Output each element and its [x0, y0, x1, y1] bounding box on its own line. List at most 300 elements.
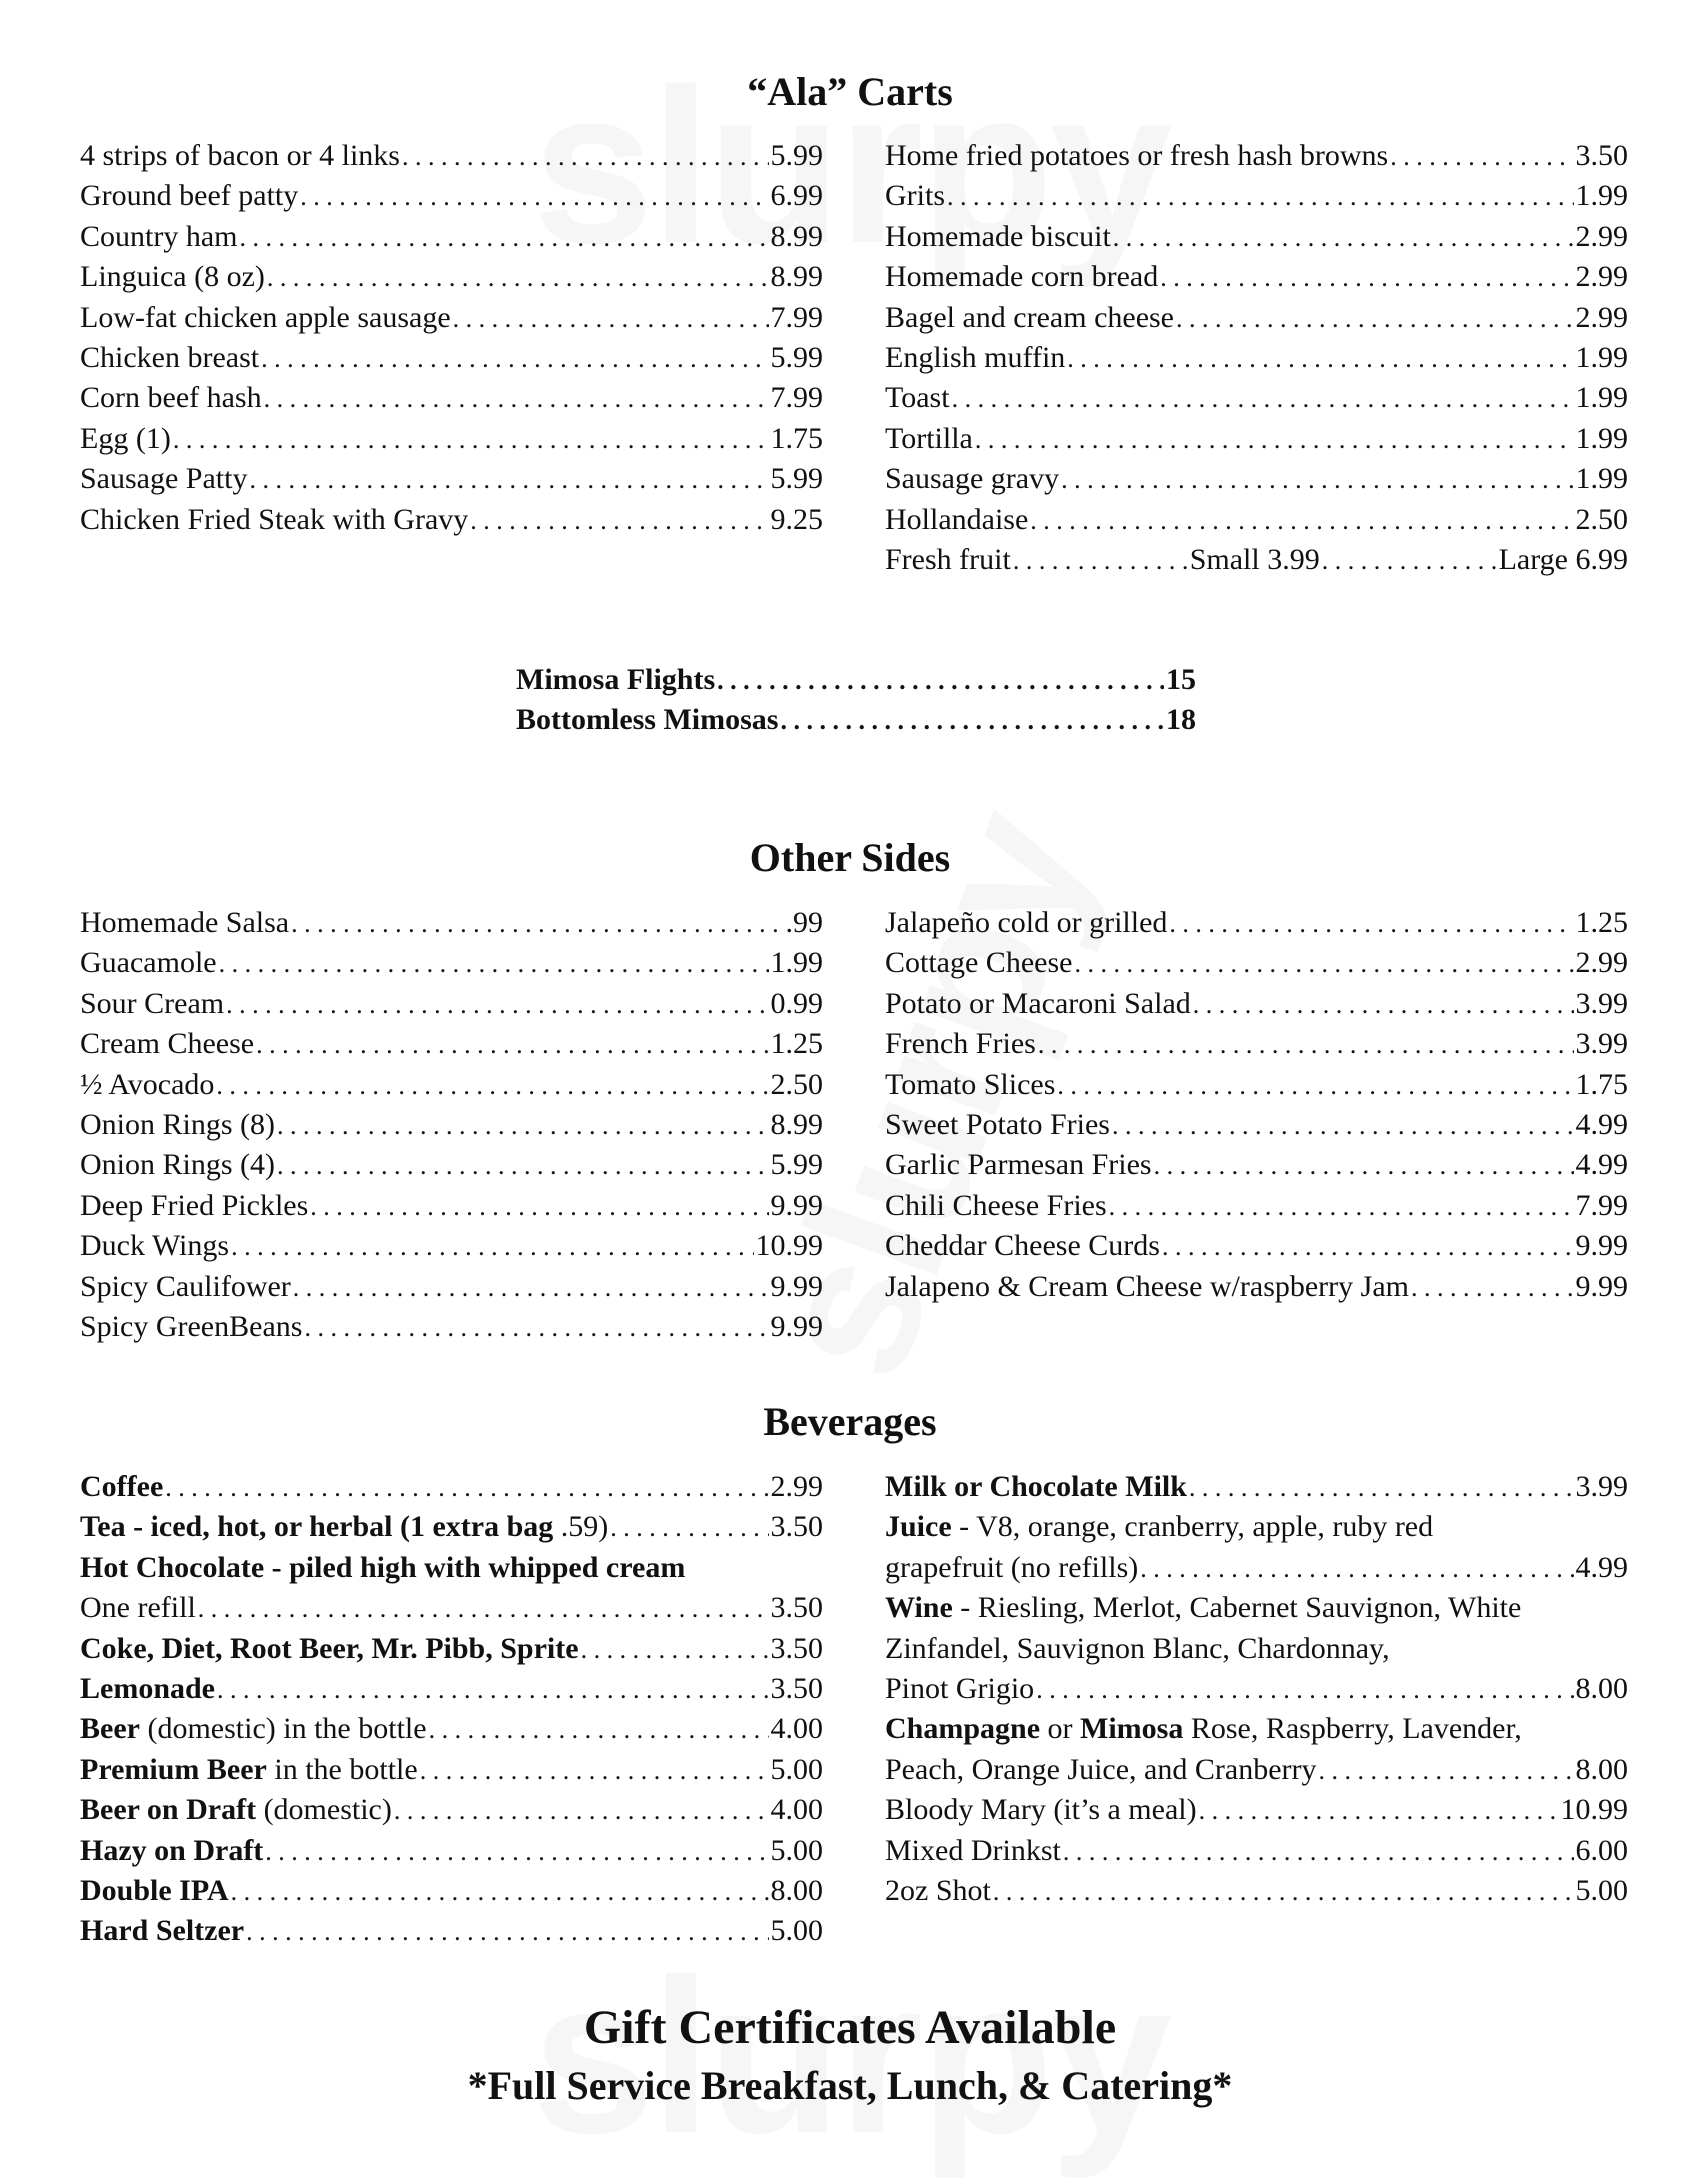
dot-leader: [226, 985, 768, 1025]
menu-item-price: 5.99: [770, 139, 823, 172]
dot-leader: [1162, 1227, 1574, 1267]
menu-item-price: 1.99: [770, 946, 823, 980]
beverage-row: [80, 1790, 823, 1830]
dot-leader: [256, 1025, 768, 1065]
dot-leader: [1109, 1187, 1574, 1227]
menu-item-price: 1.75: [770, 421, 823, 455]
beverage-row: [80, 1548, 823, 1588]
beverage-name-detail: grapefruit (no refills): [885, 1550, 1139, 1584]
beverage-row: [885, 1831, 1628, 1871]
menu-item-price: 3.99: [1575, 986, 1628, 1020]
catering-tagline: *Full Service Breakfast, Lunch, & Catering*: [467, 2063, 1233, 2108]
menu-item-price: 7.99: [1575, 1188, 1628, 1222]
beverage-name-detail: Pinot Grigio: [885, 1671, 1035, 1705]
beverage-name-detail: (domestic) in the bottle: [139, 1712, 427, 1746]
menu-item-row: [885, 1105, 1628, 1145]
menu-item-row: [885, 176, 1628, 216]
beverage-price: 5.00: [1575, 1873, 1628, 1907]
menu-item-row: [885, 500, 1628, 540]
beverage-row: [80, 1911, 823, 1951]
beverage-name: [80, 1467, 163, 1507]
dot-leader: [453, 299, 769, 339]
menu-item-price: 1.99: [1575, 179, 1628, 213]
beverage-price: 10.99: [1560, 1793, 1628, 1827]
beverage-name-bold: Juice: [885, 1510, 952, 1544]
dot-leader: [1390, 137, 1573, 177]
menu-item-name: Chicken breast: [80, 340, 260, 374]
menu-item-name: 4 strips of bacon or 4 links: [80, 139, 400, 172]
menu-item-price: 15: [1166, 663, 1196, 696]
beverage-price: 3.50: [770, 1671, 823, 1705]
menu-item-row: [80, 298, 823, 338]
menu-item-name: Onion Rings (8): [80, 1107, 275, 1141]
dot-leader: [1057, 1066, 1573, 1106]
dot-leader: [1322, 541, 1497, 581]
menu-item-name: Cottage Cheese: [885, 946, 1073, 980]
dot-leader: [1063, 1832, 1574, 1872]
menu-item-name: Egg (1): [80, 421, 171, 455]
beverage-name: [80, 1588, 196, 1628]
beverage-name-detail: .59): [553, 1510, 609, 1544]
menu-item-name: Deep Fried Pickles: [80, 1188, 309, 1222]
beverage-price: 2.99: [770, 1470, 823, 1503]
menu-item-price: 5.99: [770, 462, 823, 496]
ala-carts-right-column: [885, 136, 1628, 580]
menu-item-name: Spicy Caulifower: [80, 1269, 291, 1303]
beverage-price: 8.00: [1575, 1752, 1628, 1786]
menu-item-price: 9.99: [770, 1269, 823, 1303]
beverage-name: [80, 1507, 608, 1547]
beverage-name-detail: Peach, Orange Juice, and Cranberry: [885, 1752, 1317, 1786]
menu-item-row: [80, 1105, 823, 1145]
dot-leader: [216, 1066, 768, 1106]
menu-item-row: [80, 943, 823, 983]
beverage-row: [80, 1750, 823, 1790]
dot-leader: [277, 1106, 769, 1146]
beverage-row: [80, 1831, 823, 1871]
beverage-name-detail: Rose, Raspberry, Lavender,: [1183, 1712, 1522, 1746]
beverages-right-column: [885, 1467, 1628, 1952]
dot-leader: [291, 904, 783, 944]
menu-item-name: Country ham: [80, 219, 238, 253]
dot-leader: [1112, 1106, 1574, 1146]
dot-leader: [265, 1832, 768, 1872]
menu-item-row: [885, 943, 1628, 983]
dot-leader: [947, 177, 1574, 217]
menu-item-row: [885, 459, 1628, 499]
menu-item-name: Cheddar Cheese Curds: [885, 1229, 1160, 1263]
beverage-name: [80, 1831, 263, 1871]
dot-leader: [267, 258, 769, 298]
menu-item-price: 1.25: [770, 1027, 823, 1061]
dot-leader: [429, 1710, 769, 1750]
beverage-name-bold: Hazy on Draft: [80, 1833, 264, 1867]
dot-leader: [1169, 904, 1573, 944]
menu-item-price: 4.99: [1575, 1107, 1628, 1141]
beverage-row: [80, 1669, 823, 1709]
beverage-row: [885, 1750, 1628, 1790]
dot-leader: [1189, 1468, 1574, 1508]
dot-leader: [1113, 218, 1574, 258]
menu-item-name: Sour Cream: [80, 986, 225, 1020]
dot-leader: [1038, 1025, 1574, 1065]
menu-item-name: Home fried potatoes or fresh hash browns: [885, 139, 1389, 172]
menu-item-price: 9.99: [770, 1309, 823, 1343]
dot-leader: [1199, 1791, 1559, 1831]
ala-carts-left-column: [80, 136, 823, 580]
menu-item-name: Jalapeño cold or grilled: [885, 906, 1168, 939]
beverage-name-bold: Beer on Draft: [80, 1793, 257, 1827]
beverage-name-bold: Hard Seltzer: [80, 1914, 245, 1948]
menu-item-row: [80, 136, 823, 176]
menu-item-name: Bagel and cream cheese: [885, 300, 1174, 334]
beverages-title: Beverages: [763, 1399, 937, 1444]
menu-item-row: [80, 378, 823, 418]
beverage-name-bold: Milk or Chocolate Milk: [885, 1470, 1187, 1503]
menu-item-price: 2.99: [1575, 260, 1628, 294]
dot-leader: [610, 1508, 768, 1548]
menu-item-name: Sweet Potato Fries: [885, 1107, 1110, 1141]
beverage-price: 3.50: [770, 1631, 823, 1665]
dot-leader: [402, 137, 769, 177]
menu-item-row: [885, 298, 1628, 338]
dot-leader: [231, 1872, 769, 1912]
beverage-name: [885, 1629, 1390, 1669]
menu-item-price-small: Small 3.99: [1189, 542, 1320, 576]
beverage-row: [885, 1790, 1628, 1830]
menu-item-price: 7.99: [770, 300, 823, 334]
menu-item-name: Tomato Slices: [885, 1067, 1056, 1101]
menu-item-row: [885, 136, 1628, 176]
menu-item-name: Guacamole: [80, 946, 217, 980]
menu-item-row: [885, 1186, 1628, 1226]
beverage-row: [80, 1871, 823, 1911]
menu-item-price: 5.99: [770, 340, 823, 374]
beverage-name: [80, 1911, 244, 1951]
menu-item-row: [80, 338, 823, 378]
beverage-row: [885, 1871, 1628, 1911]
menu-item-row: [80, 903, 823, 943]
dot-leader: [1013, 541, 1188, 581]
menu-item-row: [80, 984, 823, 1024]
menu-item-row: [80, 1065, 823, 1105]
beverage-row: [885, 1669, 1628, 1709]
menu-item-price: 8.99: [770, 1107, 823, 1141]
beverage-name-detail: (domestic): [256, 1793, 392, 1827]
menu-item-name: Potato or Macaroni Salad: [885, 986, 1191, 1020]
menu-item-price: 1.99: [1575, 340, 1628, 374]
menu-item-price: 3.50: [1575, 139, 1628, 172]
beverage-name-detail: or: [1040, 1712, 1081, 1746]
menu-item-row: [80, 419, 823, 459]
menu-item-row: [885, 984, 1628, 1024]
beverage-name: [885, 1669, 1034, 1709]
beverage-row: [80, 1507, 823, 1547]
menu-item-price: 8.99: [770, 260, 823, 294]
dot-leader: [219, 944, 769, 984]
beverages-section: [80, 1467, 1628, 1952]
menu-item-row-fresh-fruit: [885, 540, 1628, 580]
menu-item-row: [885, 1267, 1628, 1307]
menu-item-price: 2.99: [1575, 946, 1628, 980]
menu-item-row: [885, 903, 1628, 943]
dot-leader: [1160, 258, 1573, 298]
beverage-row: [885, 1588, 1628, 1628]
beverage-name-bold: Coffee: [80, 1470, 164, 1503]
beverage-row: [80, 1588, 823, 1628]
menu-item-row: [80, 1024, 823, 1064]
dot-leader: [420, 1751, 769, 1791]
beverage-name-bold: Mimosa: [1080, 1712, 1184, 1746]
beverage-name-bold: Hot Chocolate - piled high with whipped cream: [80, 1550, 686, 1584]
beverage-name-detail: One refill: [80, 1591, 196, 1625]
dot-leader: [1030, 501, 1573, 541]
menu-item-price: 3.99: [1575, 1027, 1628, 1061]
menu-item-row: [885, 217, 1628, 257]
menu-item-row: [80, 176, 823, 216]
menu-item-name: Duck Wings: [80, 1229, 230, 1263]
dot-leader: [217, 1670, 769, 1710]
menu-item-name: Fresh fruit: [885, 542, 1011, 576]
menu-item-price: .99: [785, 906, 823, 939]
menu-item-price: 4.99: [1575, 1148, 1628, 1182]
dot-leader: [1318, 1751, 1573, 1791]
other-sides-section: [80, 903, 1628, 1347]
dot-leader: [717, 661, 1164, 701]
dot-leader: [1074, 944, 1573, 984]
dot-leader: [231, 1227, 753, 1267]
menu-item-price: 1.99: [1575, 381, 1628, 415]
beverage-price: 5.00: [770, 1914, 823, 1948]
menu-item-row: [885, 338, 1628, 378]
dot-leader: [165, 1468, 768, 1508]
menu-item-name: Sausage Patty: [80, 462, 248, 496]
menu-item-name: Sausage gravy: [885, 462, 1060, 496]
beverage-name-detail: in the bottle: [266, 1752, 418, 1786]
beverage-name: [80, 1548, 685, 1588]
menu-item-row: [885, 1145, 1628, 1185]
beverage-name-detail: Bloody Mary (it’s a meal): [885, 1793, 1197, 1827]
beverage-name-detail: - Riesling, Merlot, Cabernet Sauvignon, White: [952, 1591, 1522, 1625]
dot-leader: [975, 420, 1574, 460]
dot-leader: [300, 177, 768, 217]
menu-item-row: [885, 1226, 1628, 1266]
menu-item-name: Corn beef hash: [80, 381, 262, 415]
beverage-row: [80, 1709, 823, 1749]
menu-item-price: 9.99: [1575, 1269, 1628, 1303]
beverage-name-bold: Wine: [885, 1591, 953, 1625]
beverage-price: 5.00: [770, 1752, 823, 1786]
menu-item-price: 7.99: [770, 381, 823, 415]
menu-item-name: Mimosa Flights: [516, 663, 716, 696]
menu-item-price: 2.99: [1575, 300, 1628, 334]
beverage-name: [885, 1709, 1522, 1749]
beverage-name-bold: Premium Beer: [80, 1752, 267, 1786]
beverage-row: [885, 1507, 1628, 1547]
dot-leader: [394, 1791, 769, 1831]
dot-leader: [261, 339, 768, 379]
beverage-name-detail: Zinfandel, Sauvignon Blanc, Chardonnay,: [885, 1631, 1390, 1665]
beverage-row: [885, 1548, 1628, 1588]
beverage-row: [80, 1467, 823, 1507]
menu-item-price: 9.99: [1575, 1229, 1628, 1263]
beverage-row: [885, 1709, 1628, 1749]
dot-leader: [1154, 1146, 1574, 1186]
other-sides-left-column: [80, 903, 823, 1347]
beverage-name-bold: Champagne: [885, 1712, 1041, 1746]
dot-leader: [264, 379, 769, 419]
menu-item-name: English muffin: [885, 340, 1066, 374]
menu-item-row: [80, 1307, 823, 1347]
menu-item-name: Homemade biscuit: [885, 219, 1111, 253]
menu-item-price: 9.25: [770, 502, 823, 536]
beverages-left-column: [80, 1467, 823, 1952]
menu-item-row: [80, 257, 823, 297]
beverage-price: 8.00: [770, 1873, 823, 1907]
menu-item-price: 1.75: [1575, 1067, 1628, 1101]
menu-item-name: Linguica (8 oz): [80, 260, 265, 294]
menu-item-price: 8.99: [770, 219, 823, 253]
menu-item-row: [516, 660, 1196, 700]
beverage-row: [885, 1467, 1628, 1507]
menu-item-price: 10.99: [755, 1229, 823, 1263]
dot-leader: [246, 1912, 768, 1952]
menu-item-name: Hollandaise: [885, 502, 1029, 536]
menu-item-name: Chili Cheese Fries: [885, 1188, 1107, 1222]
dot-leader: [1140, 1549, 1573, 1589]
menu-item-price: 2.50: [770, 1067, 823, 1101]
dot-leader: [952, 379, 1574, 419]
beverage-name: [885, 1467, 1187, 1507]
beverage-price: 3.50: [770, 1591, 823, 1625]
dot-leader: [249, 460, 768, 500]
beverage-name-detail: 2oz Shot: [885, 1873, 991, 1907]
menu-item-price: 9.99: [770, 1188, 823, 1222]
menu-item-row: [80, 500, 823, 540]
menu-item-name: Homemade corn bread: [885, 260, 1159, 294]
menu-item-price: 1.99: [1575, 462, 1628, 496]
ala-carts-title: “Ala” Carts: [747, 69, 953, 114]
dot-leader: [304, 1308, 768, 1348]
menu-item-name: Cream Cheese: [80, 1027, 255, 1061]
menu-item-name: Onion Rings (4): [80, 1148, 275, 1182]
beverage-name: [885, 1831, 1061, 1871]
menu-item-price: 6.99: [770, 179, 823, 213]
beverage-price: 4.00: [770, 1712, 823, 1746]
beverage-name: [80, 1709, 427, 1749]
beverage-name: [80, 1629, 579, 1669]
menu-item-row: [80, 1267, 823, 1307]
menu-item-name: Garlic Parmesan Fries: [885, 1148, 1152, 1182]
beverage-price: 4.99: [1575, 1550, 1628, 1584]
beverage-name: [80, 1790, 392, 1830]
beverage-row: [885, 1629, 1628, 1669]
gift-certificates-heading: Gift Certificates Available: [583, 2001, 1117, 2054]
beverage-name-bold: Beer: [80, 1712, 140, 1746]
dot-leader: [173, 420, 769, 460]
menu-item-price: 2.99: [1575, 219, 1628, 253]
menu-item-row: [885, 1065, 1628, 1105]
beverage-name: [885, 1750, 1316, 1790]
beverage-row: [80, 1629, 823, 1669]
menu-item-price-large: Large 6.99: [1498, 542, 1628, 576]
dot-leader: [293, 1268, 769, 1308]
beverage-name: [80, 1669, 215, 1709]
beverage-name-detail: - V8, orange, cranberry, apple, ruby red: [951, 1510, 1434, 1544]
menu-item-name: Toast: [885, 381, 950, 415]
menu-item-price: 0.99: [770, 986, 823, 1020]
beverage-name: [885, 1548, 1138, 1588]
beverage-price: 6.00: [1575, 1833, 1628, 1867]
other-sides-title: Other Sides: [749, 835, 951, 880]
beverage-price: 5.00: [770, 1833, 823, 1867]
dot-leader: [240, 218, 769, 258]
menu-item-row: [80, 1145, 823, 1185]
beverage-name-detail: Mixed Drinkst: [885, 1833, 1061, 1867]
menu-item-price: 18: [1166, 703, 1196, 737]
dot-leader: [1193, 985, 1574, 1025]
beverage-name-bold: Coke, Diet, Root Beer, Mr. Pibb, Sprite: [80, 1631, 579, 1665]
other-sides-right-column: [885, 903, 1628, 1347]
beverage-name: [885, 1507, 1433, 1547]
mimosa-section: [516, 660, 1196, 741]
beverage-price: 8.00: [1575, 1671, 1628, 1705]
menu-item-row: [80, 217, 823, 257]
menu-item-name: Jalapeno & Cream Cheese w/raspberry Jam: [885, 1269, 1409, 1303]
dot-leader: [470, 501, 768, 541]
menu-item-name: Spicy GreenBeans: [80, 1309, 303, 1343]
watermark-bottom: [532, 1930, 1168, 2183]
dot-leader: [1176, 299, 1574, 339]
menu-item-price: 1.25: [1575, 906, 1628, 939]
menu-item-price: 1.99: [1575, 421, 1628, 455]
menu-item-name: French Fries: [885, 1027, 1036, 1061]
dot-leader: [1061, 460, 1573, 500]
menu-item-name: Grits: [885, 179, 945, 213]
dot-leader: [993, 1872, 1574, 1912]
beverage-name: [885, 1588, 1521, 1628]
dot-leader: [780, 701, 1164, 741]
menu-item-row: [516, 700, 1196, 740]
menu-item-row: [885, 257, 1628, 297]
ala-carts-section: [80, 136, 1628, 580]
beverage-price: 4.00: [770, 1793, 823, 1827]
beverage-name: [885, 1790, 1197, 1830]
beverage-name: [885, 1871, 991, 1911]
menu-item-price: 5.99: [770, 1148, 823, 1182]
dot-leader: [1067, 339, 1573, 379]
menu-item-row: [885, 419, 1628, 459]
beverage-name-bold: Double IPA: [80, 1873, 229, 1907]
menu-item-name: Bottomless Mimosas: [516, 703, 779, 737]
menu-item-price: 2.50: [1575, 502, 1628, 536]
menu-item-row: [885, 1024, 1628, 1064]
menu-item-name: Low-fat chicken apple sausage: [80, 300, 451, 334]
beverage-price: 3.50: [770, 1510, 823, 1544]
menu-item-row: [80, 1186, 823, 1226]
beverage-price: 3.99: [1575, 1470, 1628, 1503]
dot-leader: [310, 1187, 768, 1227]
beverage-name-bold: Lemonade: [80, 1671, 215, 1705]
dot-leader: [277, 1146, 769, 1186]
dot-leader: [198, 1589, 769, 1629]
menu-item-name: Homemade Salsa: [80, 906, 290, 939]
dot-leader: [581, 1630, 769, 1670]
menu-item-row: [80, 1226, 823, 1266]
menu-item-name: Chicken Fried Steak with Gravy: [80, 502, 469, 536]
menu-item-name: Ground beef patty: [80, 179, 299, 213]
menu-item-name: Tortilla: [885, 421, 973, 455]
